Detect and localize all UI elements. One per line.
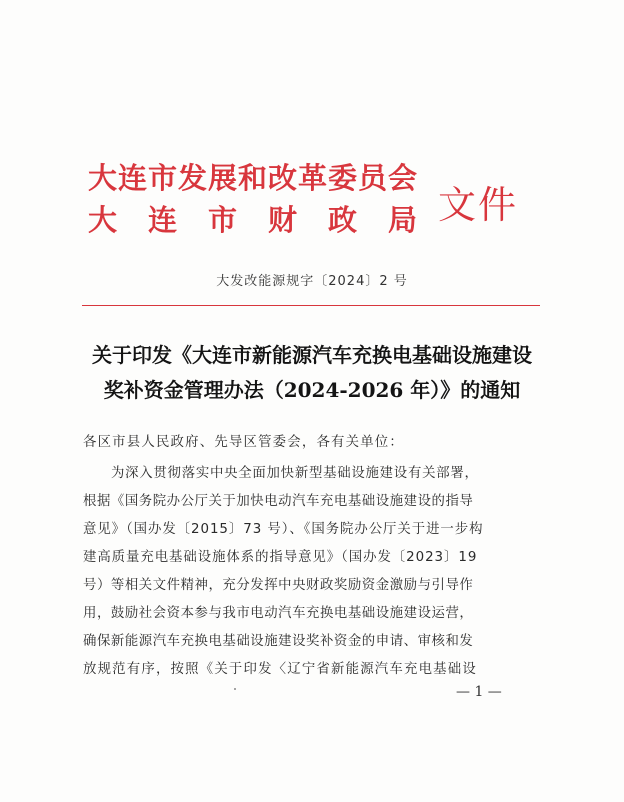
scan-speck [234, 688, 236, 690]
issuer-name-ndrc: 大连市发展和改革委员会 [88, 161, 419, 195]
red-divider-line [82, 305, 540, 306]
issuer-document-suffix: 文件 [438, 183, 519, 227]
body-line-7: 确保新能源汽车充换电基础设施建设奖补资金的申请、审核和发 [83, 634, 474, 649]
body-line-8: 放规范有序，按照《关于印发〈辽宁省新能源汽车充电基础设 [83, 662, 477, 677]
issuer-name-finance-bureau: 大连市财政局 [88, 203, 449, 237]
issuer-header [88, 150, 528, 240]
document-number: 大发改能源规字〔2024〕2 号 [216, 274, 408, 289]
body-line-2: 根据《国务院办公厅关于加快电动汽车充电基础设施建设的指导 [83, 494, 474, 509]
page-number: — 1 — [456, 684, 502, 700]
document-title-line-2: 奖补资金管理办法（2024-2026 年）》的通知 [103, 378, 521, 402]
document-title-line-1: 关于印发《大连市新能源汽车充换电基础设施建设 [92, 343, 532, 367]
salutation: 各区市县人民政府、先导区管委会，各有关单位： [83, 435, 404, 450]
body-line-6: 用，鼓励社会资本参与我市电动汽车充换电基础设施建设运营， [83, 606, 474, 621]
body-line-4: 建高质量充电基础设施体系的指导意见》（国办发〔2023〕19 [83, 550, 478, 565]
body-line-1: 为深入贯彻落实中央全面加快新型基础设施建设有关部署， [111, 466, 479, 481]
body-line-5: 号）等相关文件精神，充分发挥中央财政奖励资金激励与引导作 [83, 578, 474, 593]
body-line-3: 意见》（国办发〔2015〕73 号）、《国务院办公厅关于进一步构 [83, 522, 484, 537]
